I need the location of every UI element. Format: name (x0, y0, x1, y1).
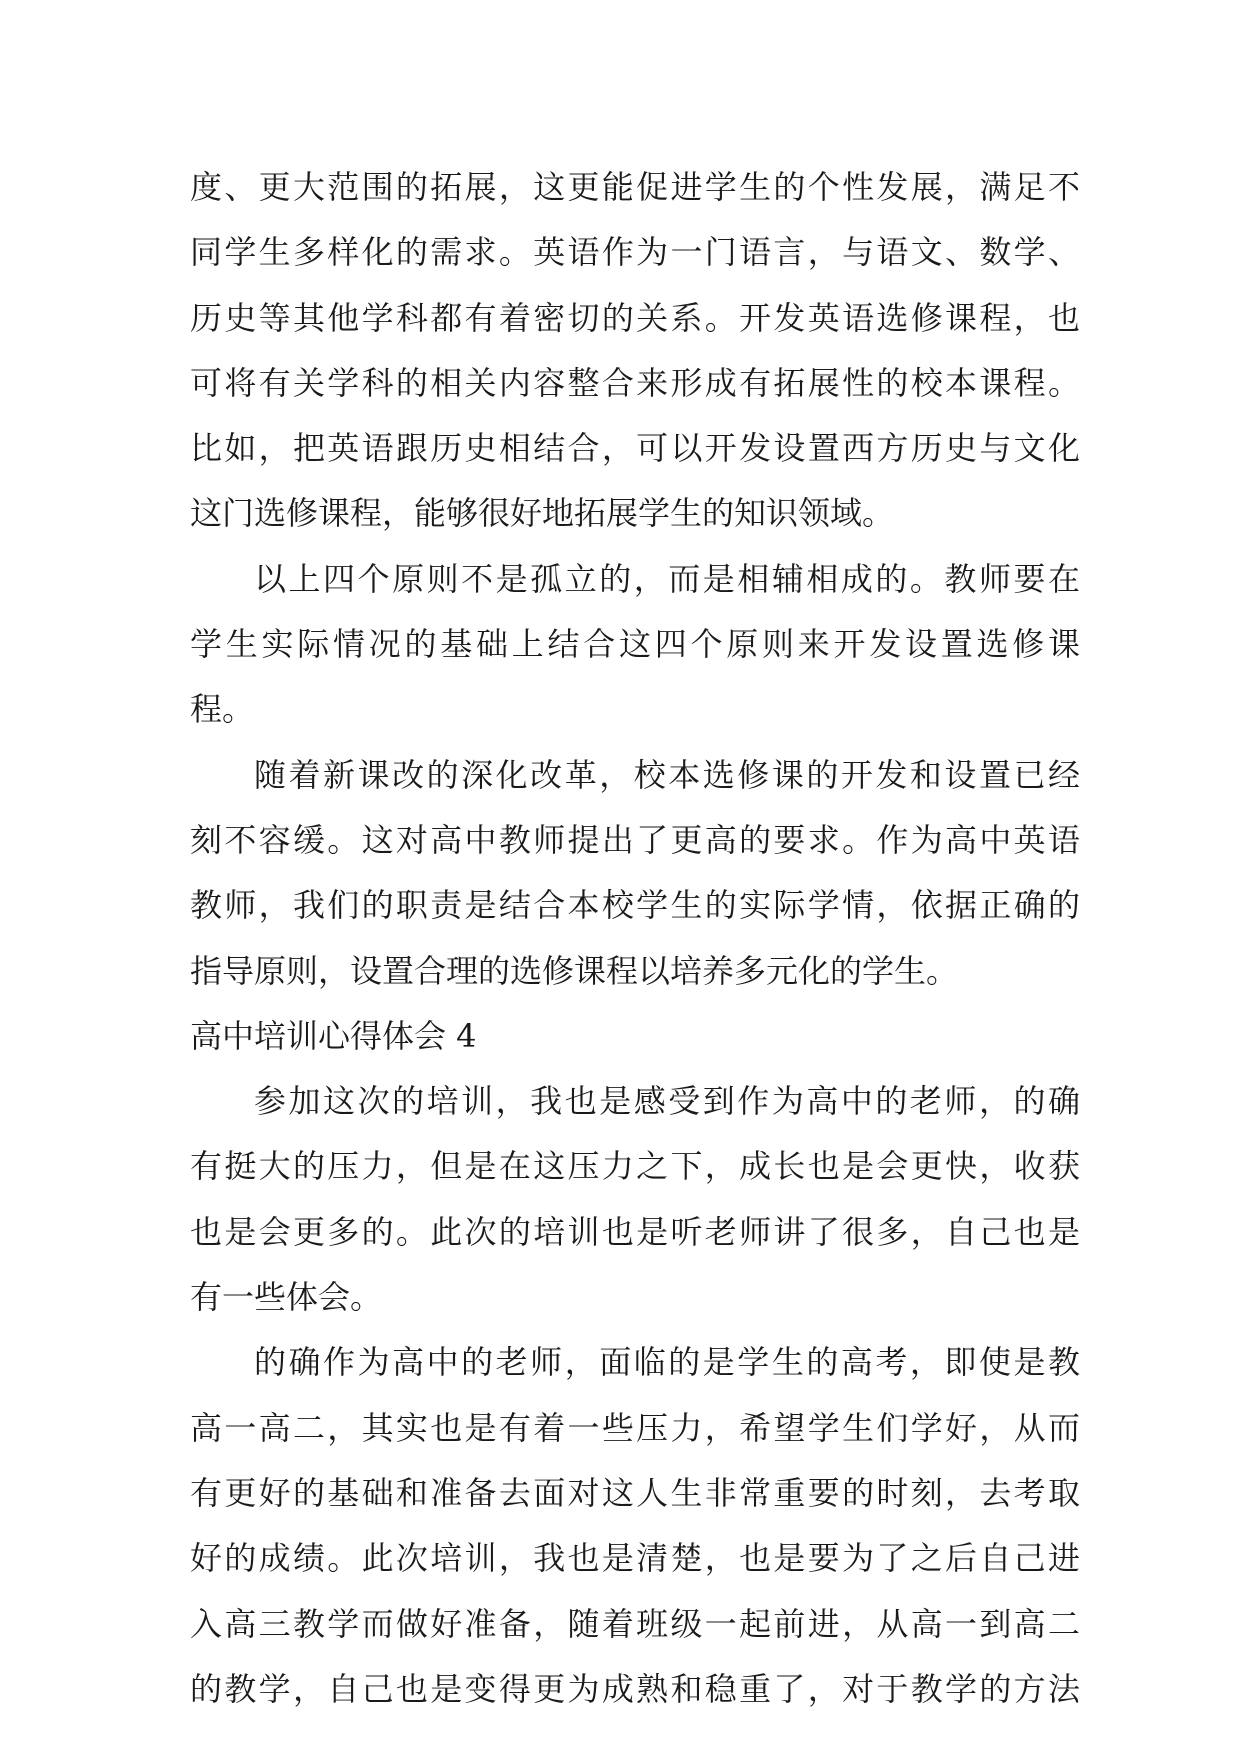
text-line: 有更好的基础和准备去面对这人生非常重要的时刻，去考取 (190, 1473, 1080, 1512)
paragraph-first-line: 参加这次的培训，我也是感受到作为高中的老师，的确 (254, 1082, 1080, 1121)
text-line: 同学生多样化的需求。英语作为一门语言，与语文、数学、 (190, 233, 1080, 272)
text-line: 指导原则，设置合理的选修课程以培养多元化的学生。 (190, 951, 959, 990)
paragraph-first-line: 的确作为高中的老师，面临的是学生的高考，即使是教 (254, 1343, 1080, 1382)
text-line: 度、更大范围的拓展，这更能促进学生的个性发展，满足不 (190, 168, 1080, 206)
text-line: 好的成绩。此次培训，我也是清楚，也是要为了之后自己进 (190, 1539, 1080, 1578)
paragraph-first-line: 以上四个原则不是孤立的，而是相辅相成的。教师要在 (254, 559, 1080, 598)
text-line: 程。 (190, 690, 255, 729)
text-line: 入高三教学而做好准备，随着班级一起前进，从高一到高二 (190, 1604, 1080, 1643)
text-line: 有挺大的压力，但是在这压力之下，成长也是会更快，收获 (190, 1147, 1080, 1186)
section-heading: 高中培训心得体会 4 (190, 1016, 477, 1055)
text-line: 高一高二，其实也是有着一些压力，希望学生们学好，从而 (190, 1408, 1080, 1447)
text-line: 教师，我们的职责是结合本校学生的实际学情，依据正确的 (190, 886, 1080, 925)
text-line: 比如，把英语跟历史相结合，可以开发设置西方历史与文化 (190, 429, 1080, 468)
text-line: 有一些体会。 (190, 1278, 383, 1317)
text-line: 历史等其他学科都有着密切的关系。开发英语选修课程，也 (190, 298, 1080, 337)
text-line: 可将有关学科的相关内容整合来形成有拓展性的校本课程。 (190, 363, 1080, 402)
text-line: 这门选修课程，能够很好地拓展学生的知识领域。 (190, 494, 895, 533)
text-line: 刻不容缓。这对高中教师提出了更高的要求。作为高中英语 (190, 820, 1080, 859)
document-body (190, 155, 1080, 1722)
text-line: 也是会更多的。此次的培训也是听老师讲了很多，自己也是 (190, 1212, 1080, 1251)
paragraph-first-line: 随着新课改的深化改革，校本选修课的开发和设置已经 (254, 755, 1080, 794)
text-line: 的教学，自己也是变得更为成熟和稳重了，对于教学的方法 (190, 1669, 1080, 1708)
text-line: 学生实际情况的基础上结合这四个原则来开发设置选修课 (190, 625, 1080, 664)
